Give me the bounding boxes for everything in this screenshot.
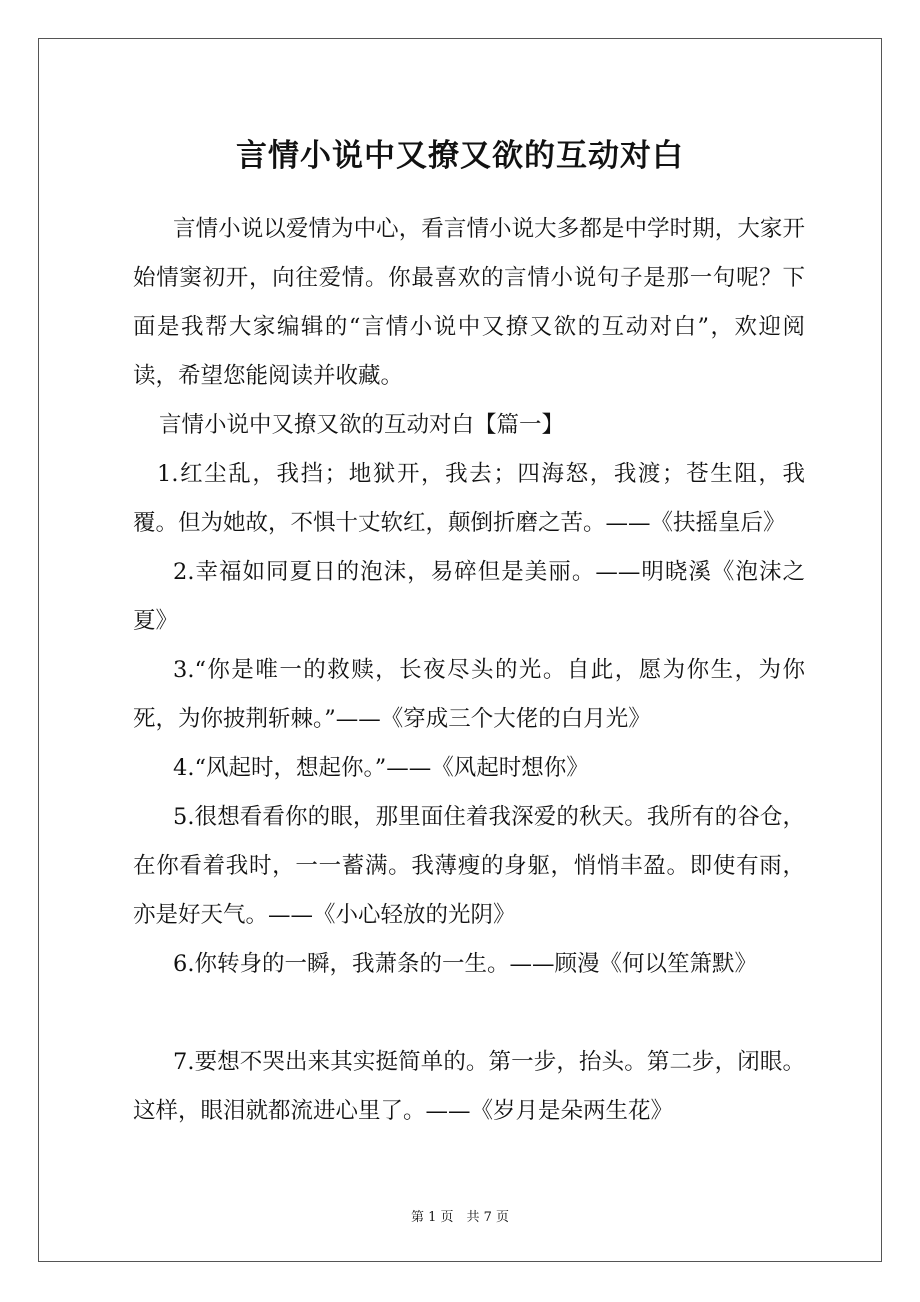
blank-line xyxy=(133,989,805,1038)
quote-item-7: 7.要想不哭出来其实挺简单的。第一步，抬头。第二步，闭眼。这样，眼泪就都流进心里了。——《岁月是朵两生花》 xyxy=(133,1049,805,1124)
quote-item-5: 5.很想看看你的眼，那里面住着我深爱的秋天。我所有的谷仓，在你看着我时，一一蓄满。我薄瘦的身躯，悄悄丰盈。即使有雨，亦是好天气。——《小心轻放的光阴》 xyxy=(133,804,805,928)
quote-item-2: 2.幸福如同夏日的泡沫，易碎但是美丽。——明晓溪《泡沫之夏》 xyxy=(133,559,805,634)
quote-item-1: 1.红尘乱，我挡；地狱开，我去；四海怒，我渡；苍生阻，我覆。但为她故，不惧十丈软红，颠倒折磨之苦。——《扶摇皇后》 xyxy=(133,461,805,536)
quote-item-6: 6.你转身的一瞬，我萧条的一生。——顾漫《何以笙箫默》 xyxy=(173,951,757,977)
quote-item-4: 4.“风起时，想起你。”——《风起时想你》 xyxy=(173,755,589,781)
page-footer: 第 1 页 共 7 页 xyxy=(410,1210,510,1225)
document-title: 言情小说中又撩又欲的互动对白 xyxy=(236,138,684,174)
quote-item-3: 3.“你是唯一的救赎，长夜尽头的光。自此，愿为你生，为你死，为你披荆斩棘。”——《穿成三个大佬的白月光》 xyxy=(133,657,805,732)
section-heading: 言情小说中又撩又欲的互动对白【篇一】 xyxy=(159,412,565,438)
intro-paragraph: 言情小说以爱情为中心，看言情小说大多都是中学时期，大家开始情窦初开，向往爱情。你最喜欢的言情小说句子是那一句呢？下面是我帮大家编辑的“言情小说中又撩又欲的互动对白”，欢迎阅读，希望您能阅读并收藏。 xyxy=(133,216,805,389)
document-body xyxy=(133,205,805,1136)
